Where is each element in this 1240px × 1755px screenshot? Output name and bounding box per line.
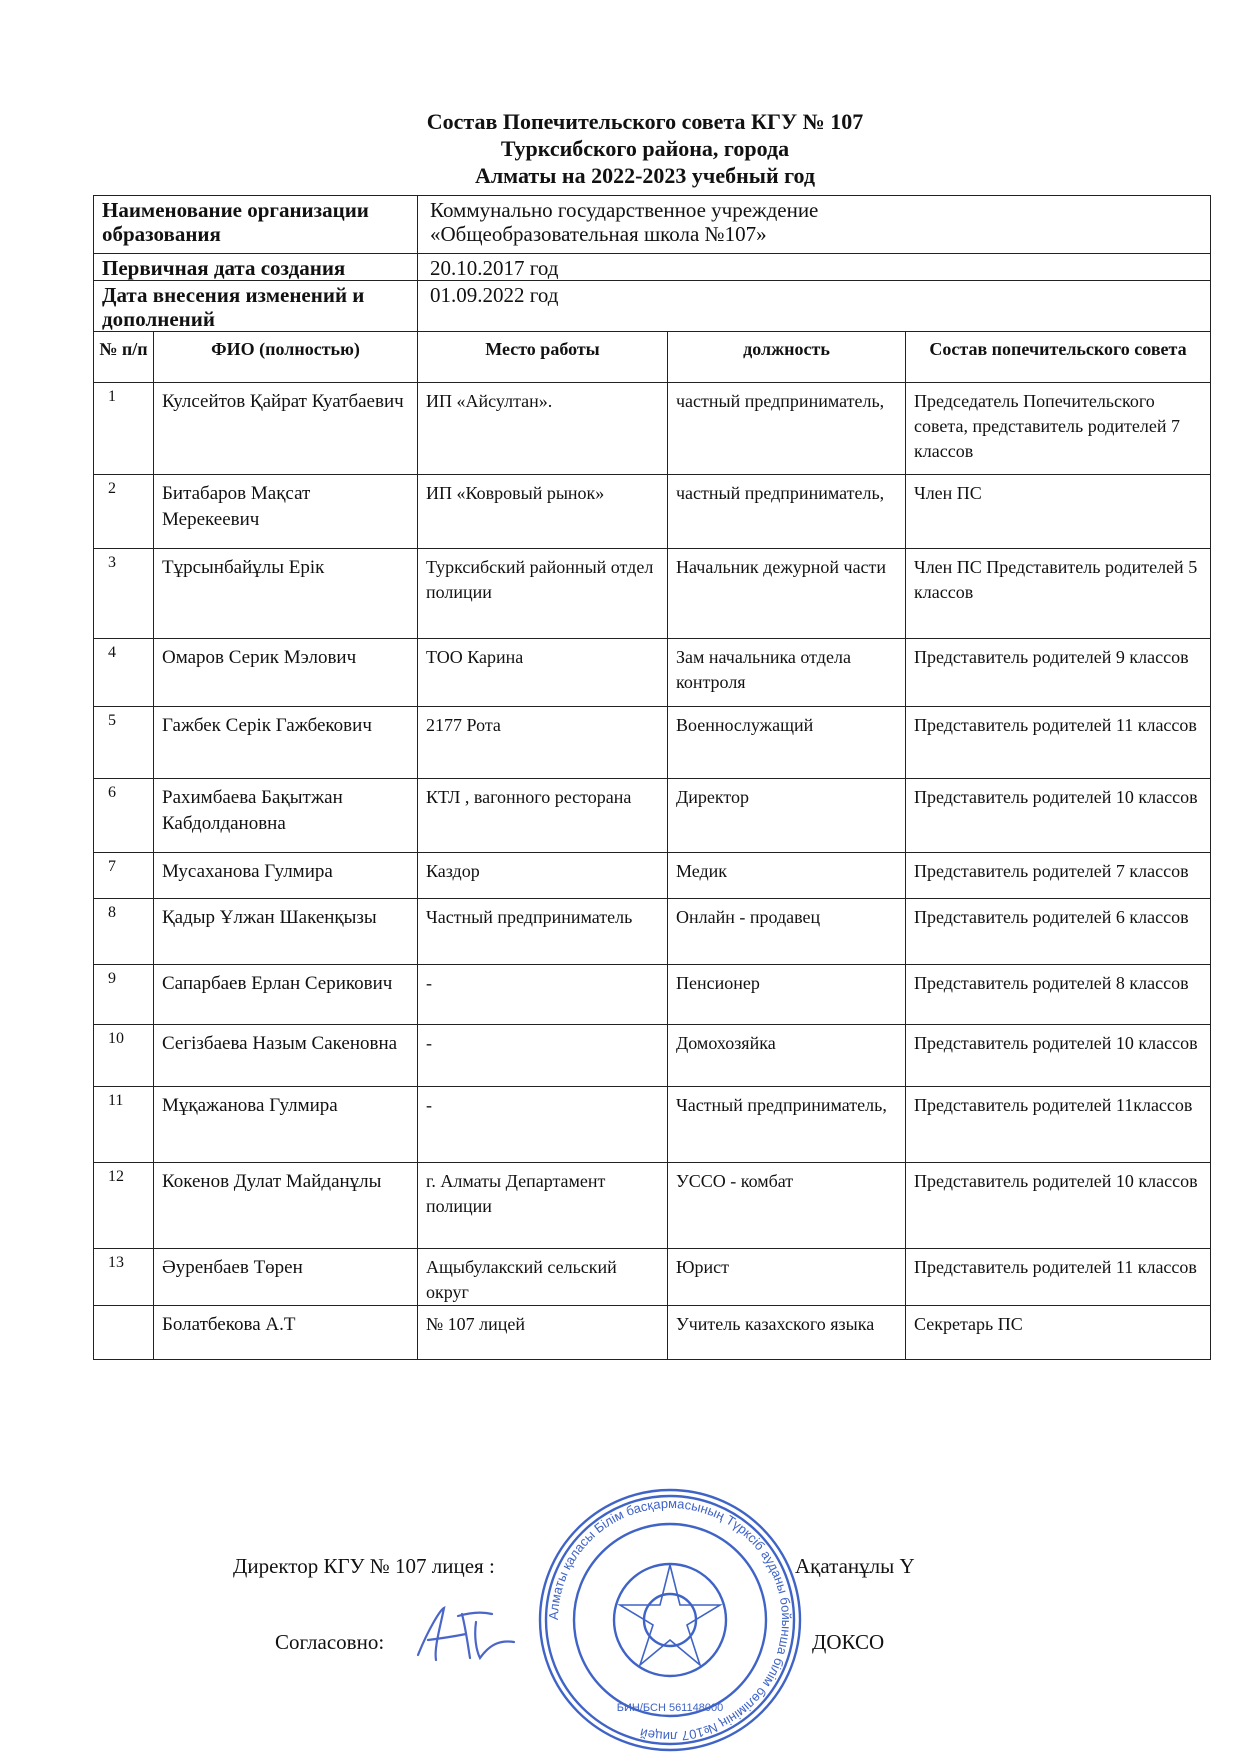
title-line-3: Алматы на 2022-2023 учебный год bbox=[474, 163, 816, 188]
member-role: Представитель родителей 10 классов bbox=[906, 1163, 1211, 1249]
row-number: 12 bbox=[94, 1163, 154, 1249]
info-value bbox=[418, 196, 1211, 254]
member-workplace: Турксибский районный отдел полиции bbox=[418, 549, 668, 639]
row-number: 8 bbox=[94, 899, 154, 965]
member-position: Военнослужащий bbox=[668, 707, 906, 779]
member-fio: Битабаров Мақсат Мерекеевич bbox=[154, 475, 418, 549]
table-row bbox=[94, 383, 1211, 475]
member-role: Член ПС bbox=[906, 475, 1211, 549]
member-role: Представитель родителей 10 классов bbox=[906, 779, 1211, 853]
table-row bbox=[94, 549, 1211, 639]
official-seal bbox=[535, 1485, 805, 1755]
member-fio: Кулсейтов Қайрат Куатбаевич bbox=[154, 383, 418, 475]
member-role: Представитель родителей 11 классов bbox=[906, 1249, 1211, 1306]
row-number: 13 bbox=[94, 1249, 154, 1306]
seal-bin-text: БИН/БСН 561148000 bbox=[616, 1702, 724, 1714]
member-workplace: г. Алматы Департамент полиции bbox=[418, 1163, 668, 1249]
member-position: Домохозяйка bbox=[668, 1025, 906, 1087]
council-table bbox=[93, 195, 1211, 1360]
member-workplace: Каздор bbox=[418, 853, 668, 899]
member-workplace: Ащыбулакский сельский округ bbox=[418, 1249, 668, 1306]
member-fio: Рахимбаева Бақытжан Кабдолдановна bbox=[154, 779, 418, 853]
member-workplace: - bbox=[418, 965, 668, 1025]
document-title bbox=[300, 108, 990, 189]
row-number: 1 bbox=[94, 383, 154, 475]
table-row bbox=[94, 475, 1211, 549]
member-position: Директор bbox=[668, 779, 906, 853]
table-row bbox=[94, 853, 1211, 899]
table-header-row bbox=[94, 332, 1211, 383]
agreed-org: ДОКСО bbox=[812, 1630, 885, 1654]
member-role: Представитель родителей 11классов bbox=[906, 1087, 1211, 1163]
signature-stroke bbox=[418, 1608, 514, 1660]
title-line-2: Турксибского района, города bbox=[500, 136, 790, 161]
info-row bbox=[94, 281, 1211, 332]
info-value-line: «Общеобразовательная школа №107» bbox=[430, 222, 767, 246]
member-role: Представитель родителей 7 классов bbox=[906, 853, 1211, 899]
member-position: Учитель казахского языка bbox=[668, 1306, 906, 1360]
row-number: 11 bbox=[94, 1087, 154, 1163]
member-position: Онлайн - продавец bbox=[668, 899, 906, 965]
row-number: 2 bbox=[94, 475, 154, 549]
header-role: Состав попечительского совета bbox=[906, 332, 1211, 383]
member-role: Представитель родителей 11 классов bbox=[906, 707, 1211, 779]
member-workplace: ИП «Айсултан». bbox=[418, 383, 668, 475]
member-fio: Мусаханова Гулмира bbox=[154, 853, 418, 899]
table-row bbox=[94, 899, 1211, 965]
row-number: 6 bbox=[94, 779, 154, 853]
info-row bbox=[94, 196, 1211, 254]
member-fio: Кокенов Дулат Майданұлы bbox=[154, 1163, 418, 1249]
member-fio: Қадыр Ұлжан Шакенқызы bbox=[154, 899, 418, 965]
member-workplace: № 107 лицей bbox=[418, 1306, 668, 1360]
table-row bbox=[94, 639, 1211, 707]
row-number: 4 bbox=[94, 639, 154, 707]
member-position: Начальник дежурной части bbox=[668, 549, 906, 639]
member-fio: Сапарбаев Ерлан Серикович bbox=[154, 965, 418, 1025]
member-fio: Мұқажанова Гулмира bbox=[154, 1087, 418, 1163]
member-workplace: 2177 Рота bbox=[418, 707, 668, 779]
director-name: Ақатанұлы Ү bbox=[795, 1554, 915, 1578]
director-label: Директор КГУ № 107 лицея : bbox=[233, 1554, 495, 1578]
member-role: Представитель родителей 9 классов bbox=[906, 639, 1211, 707]
table-row bbox=[94, 1249, 1211, 1306]
member-fio: Омаров Серик Мэлович bbox=[154, 639, 418, 707]
info-label: Первичная дата создания bbox=[94, 254, 418, 281]
member-role: Секретарь ПС bbox=[906, 1306, 1211, 1360]
row-number: 7 bbox=[94, 853, 154, 899]
member-workplace: КТЛ , вагонного ресторана bbox=[418, 779, 668, 853]
header-num: № п/п bbox=[94, 332, 154, 383]
member-workplace: - bbox=[418, 1087, 668, 1163]
seal-ring-text: Алматы қаласы Білім басқармасының Түрксіб ауданы бойынша білім бөлімінің №107 лицей bbox=[545, 1495, 795, 1745]
row-number: 5 bbox=[94, 707, 154, 779]
info-label: Дата внесения изменений и дополнений bbox=[94, 281, 418, 332]
agreed-label: Согласовно: bbox=[275, 1630, 385, 1654]
row-number: 9 bbox=[94, 965, 154, 1025]
member-workplace: - bbox=[418, 1025, 668, 1087]
member-fio: Әуренбаев Төрен bbox=[154, 1249, 418, 1306]
member-fio: Тұрсынбайұлы Ерік bbox=[154, 549, 418, 639]
member-position: Юрист bbox=[668, 1249, 906, 1306]
member-role: Представитель родителей 6 классов bbox=[906, 899, 1211, 965]
member-position: Пенсионер bbox=[668, 965, 906, 1025]
member-position: частный предприниматель, bbox=[668, 383, 906, 475]
info-row bbox=[94, 254, 1211, 281]
member-position: частный предприниматель, bbox=[668, 475, 906, 549]
info-value: 01.09.2022 год bbox=[418, 281, 1211, 332]
header-work: Место работы bbox=[418, 332, 668, 383]
member-position: Зам начальника отдела контроля bbox=[668, 639, 906, 707]
member-fio: Болатбекова А.Т bbox=[154, 1306, 418, 1360]
member-fio: Гажбек Серік Гажбекович bbox=[154, 707, 418, 779]
member-position: Медик bbox=[668, 853, 906, 899]
table-row bbox=[94, 1087, 1211, 1163]
table-row bbox=[94, 1163, 1211, 1249]
header-position: должность bbox=[668, 332, 906, 383]
member-workplace: ТОО Карина bbox=[418, 639, 668, 707]
member-role: Член ПС Представитель родителей 5 классов bbox=[906, 549, 1211, 639]
member-role: Представитель родителей 10 классов bbox=[906, 1025, 1211, 1087]
member-fio: Сегізбаева Назым Сакеновна bbox=[154, 1025, 418, 1087]
member-role: Председатель Попечительского совета, представитель родителей 7 классов bbox=[906, 383, 1211, 475]
title-line-1: Состав Попечительского совета КГУ № 107 bbox=[426, 109, 864, 134]
member-workplace: Частный предприниматель bbox=[418, 899, 668, 965]
table-row bbox=[94, 707, 1211, 779]
member-rows bbox=[94, 383, 1211, 1360]
row-number: 3 bbox=[94, 549, 154, 639]
table-row bbox=[94, 1025, 1211, 1087]
info-value: 20.10.2017 год bbox=[418, 254, 1211, 281]
table-row bbox=[94, 779, 1211, 853]
table-row bbox=[94, 1306, 1211, 1360]
member-position: УССО - комбат bbox=[668, 1163, 906, 1249]
info-value-line: Коммунально государственное учреждение bbox=[430, 198, 819, 222]
info-label: Наименование организации образования bbox=[94, 196, 418, 254]
signature-image bbox=[410, 1600, 530, 1670]
row-number bbox=[94, 1306, 154, 1360]
header-fio: ФИО (полностью) bbox=[154, 332, 418, 383]
member-position: Частный предприниматель, bbox=[668, 1087, 906, 1163]
row-number: 10 bbox=[94, 1025, 154, 1087]
member-workplace: ИП «Ковровый рынок» bbox=[418, 475, 668, 549]
table-row bbox=[94, 965, 1211, 1025]
member-role: Представитель родителей 8 классов bbox=[906, 965, 1211, 1025]
